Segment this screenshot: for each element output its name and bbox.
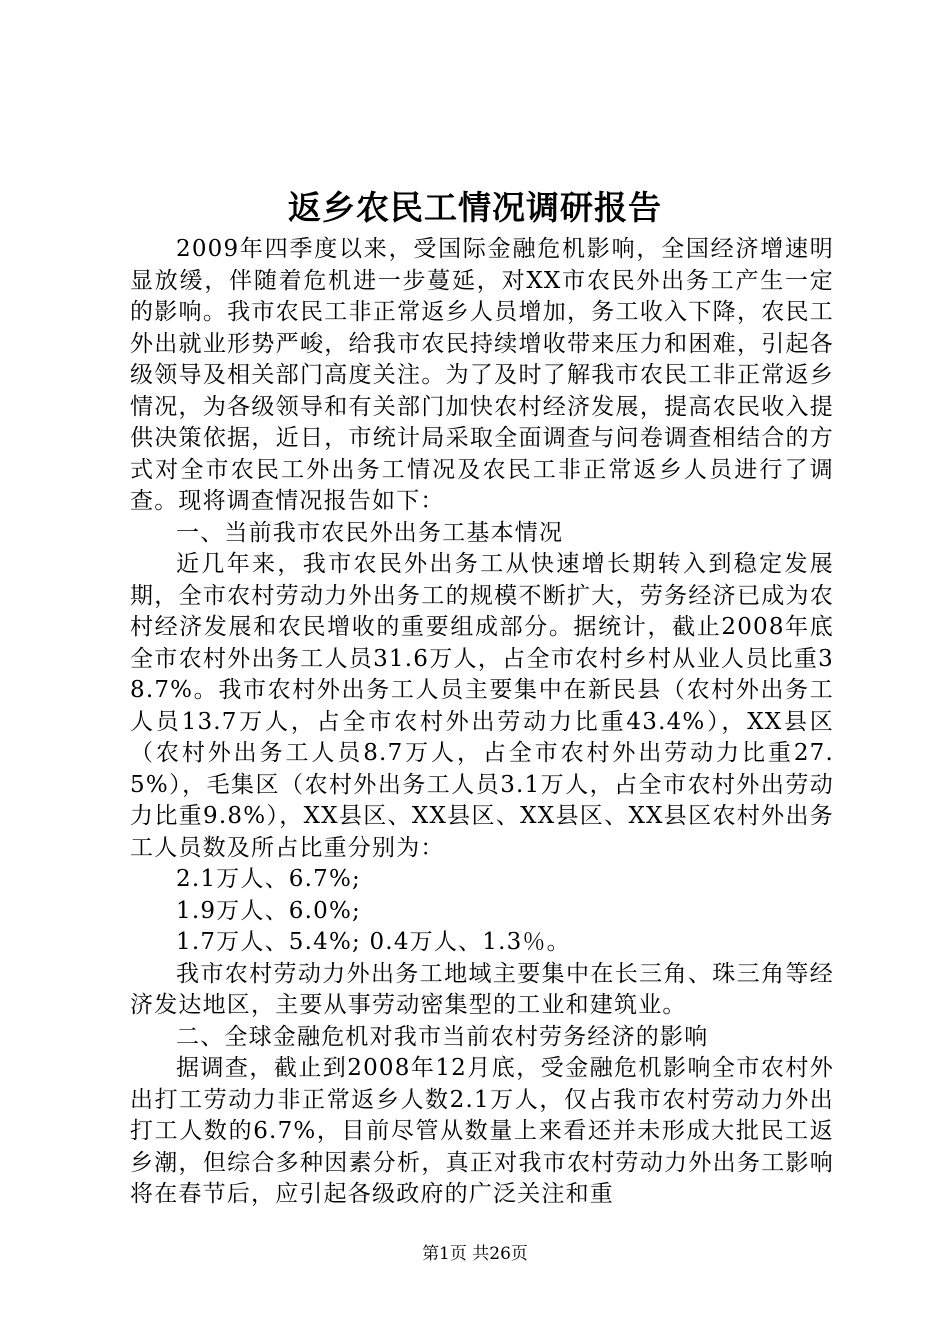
- paragraph-section-1: 近几年来，我市农民外出务工从快速增长期转入到稳定发展期，全市农村劳动力外出务工的规模不断扩大，劳务经济已成为农村经济发展和农民增收的重要组成部分。据统计，截止2008年底全市农村外出务工人员31.6万人，占全市农村乡村从业人员比重38.7%。我市农村外出务工人员主要集中在新民县（农村外出务工人员13.7万人，占全市农村外出劳动力比重43.4%），XX县区（农村外出务工人员8.7万人，占全市农村外出劳动力比重27.5%），毛集区（农村外出务工人员3.1万人，占全市农村外出劳动力比重9.8%），XX县区、XX县区、XX县区、XX县区农村外出务工人员数及所占比重分别为：: [130, 551, 834, 861]
- section-heading-1: 一、当前我市农民外出务工基本情况: [176, 519, 564, 546]
- paragraph-stat-3: 1.7万人、5.4%; 0.4万人、1.3％。: [176, 929, 571, 955]
- section-heading-2: 二、全球金融危机对我市当前农村劳务经济的影响: [176, 1023, 709, 1050]
- page-number-footer: 第1页 共26页: [422, 1244, 528, 1264]
- paragraph-intro: 2009年四季度以来，受国际金融危机影响，全国经济增速明显放缓，伴随着危机进一步蔓延，对XX市农民外出务工产生一定的影响。我市农民工非正常返乡人员增加，务工收入下降，农民工外出就业形势严峻，给我市农民持续增收带来压力和困难，引起各级领导及相关部门高度关注。为了及时了解我市农民工非正常返乡情况，为各级领导和有关部门加快农村经济发展，提高农民收入提供决策依据，近日，市统计局采取全面调查与问卷调查相结合的方式对全市农民工外出务工情况及农民工非正常返乡人员进行了调查。现将调查情况报告如下：: [130, 236, 834, 514]
- paragraph-stat-2: 1.9万人、6.0%;: [176, 897, 361, 924]
- document-title: 返乡农民工情况调研报告: [288, 188, 662, 227]
- paragraph-region: 我市农村劳动力外出务工地域主要集中在长三角、珠三角等经济发达地区，主要从事劳动密集型的工业和建筑业。: [130, 960, 834, 1018]
- document-body: [130, 234, 834, 1211]
- paragraph-stat-1: 2.1万人、6.7%;: [176, 866, 361, 892]
- paragraph-section-2: 据调查，截止到2008年12月底，受金融危机影响全市农村外出打工劳动力非正常返乡人数2.1万人，仅占我市农村劳动力外出打工人数的6.7%，目前尽管从数量上来看还并未形成大批民工返乡潮，但综合多种因素分析，真正对我市农村劳动力外出务工影响将在春节后，应引起各级政府的广泛关注和重: [130, 1055, 834, 1207]
